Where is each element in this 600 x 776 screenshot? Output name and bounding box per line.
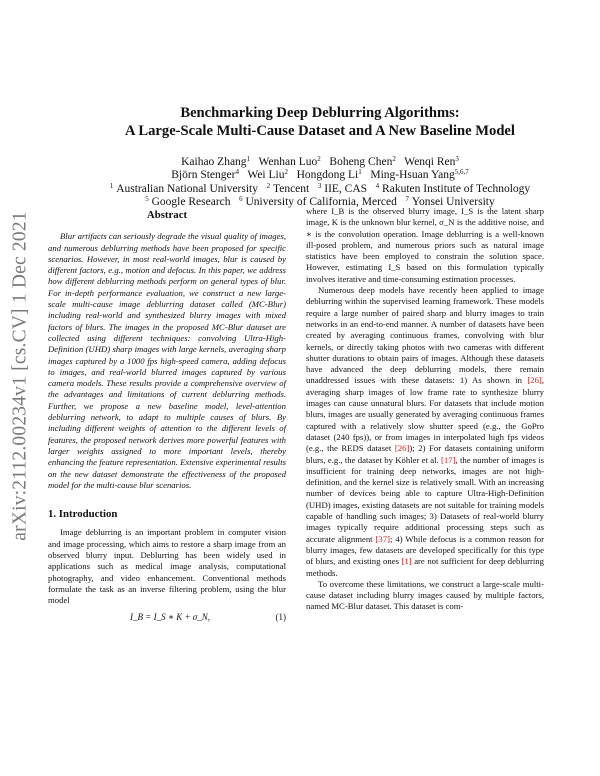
affiliation-sup: 7: [405, 195, 409, 204]
equation-formula: I_B = I_S ∗ K + σ_N,: [130, 611, 210, 622]
author-line-1: [60, 156, 580, 169]
citation-link[interactable]: [1]: [401, 556, 412, 567]
equation-number: (1): [275, 611, 286, 622]
author-sup: 4: [235, 168, 239, 177]
affiliation: Australian National University: [116, 182, 258, 195]
citation-link[interactable]: [17]: [441, 454, 456, 465]
author-sup: 2: [392, 155, 396, 163]
affiliation-sup: 5: [145, 195, 149, 204]
title-line-1: Benchmarking Deep Deblurring Algorithms:: [180, 105, 460, 121]
author-name: Kaihao Zhang: [181, 156, 247, 168]
left-column: [48, 206, 286, 628]
affiliation: Yonsei University: [411, 196, 495, 209]
affiliation-sup: 1: [109, 181, 114, 190]
right-paragraph-2: [306, 285, 544, 579]
affiliation-sup: 4: [375, 181, 380, 190]
author-sup: 3: [455, 155, 459, 163]
author-name: Björn Stenger: [171, 169, 236, 182]
affiliation-sup: 2: [266, 181, 271, 190]
abstract-body: Blur artifacts can seriously degrade the visual quality of images, and numerous deblurring methods have been proposed for specific scenarios. However, in most real-world images, blur is caused by different factors, e.g., motion and defocus. In this paper, we address how different deblurring methods perform on general types of blur. For in-depth performance evaluation, we construct a new large-scale multi-cause image deblurring dataset called (MC-Blur) including real-world and synthesized blurry images with mixed factors of blurs. The images in the proposed MC-Blur dataset are collected using different techniques: convolving Ultra-High-Definition (UHD) sharp images with large kernels, averaging sharp images captured by a 1000 fps high-speed camera, adding defocus to images, and real-world blurred images captured by various camera models. These results provide a comprehensive overview of the advantages and limitations of current deblurring methods. Further, we propose a new baseline model, level-attention deblurring network, to adapt to multiple causes of blurs. By including different weights of attention to the different levels of features, the proposed network derives more powerful features with larger weights assigned to more important levels, thereby enhancing the feature representation. Extensive experimental results on the new dataset demonstrate the effectiveness of the proposed model for the multi-cause blur scenarios.: [48, 231, 286, 490]
intro-heading: 1. Introduction: [48, 508, 118, 521]
right-paragraph-1: where I_B is the observed blurry image, I_S is the latent sharp image, K is the unknown blur kernel, σ_N is the additive noise, and ∗ is the convolution operation. Image deblurring is a well-known ill-posed problem, and numerous priors such as natural image statistics have been employed to constrain the solution space. However, estimating I_S based on this formulation typically involves iterative and time-consuming estimation processes.: [306, 206, 544, 284]
author-name: Ming-Hsuan Yang: [370, 169, 455, 182]
affiliation: Google Research: [151, 196, 231, 209]
author-name: Wenqi Ren: [404, 156, 456, 168]
arxiv-stamp-text: arXiv:2112.00234v1 [cs.CV] 1 Dec 2021: [10, 211, 31, 541]
equation-1: [48, 612, 286, 623]
text-run: , averaging sharp images of low frame rate to synthesize blurry images can cause unnatural blurs. For datasets that include motion blurs, images are usually generated by averaging continuous frames captured with a relatively slow shutter speed (e.g., the GoPro dataset (240 fps)), or from images in interpolated high fps videos (e.g., the REDS dataset: [306, 375, 544, 454]
right-paragraph-3: To overcome these limitations, we construct a large-scale multi-cause dataset including blurry images caused by multiple factors, named MC-Blur dataset. This dataset is com-: [306, 578, 544, 612]
text-run: ); 2) For datasets containing uniform blurs, e.g., the dataset by Köhler et al.: [306, 443, 544, 465]
author-name: Boheng Chen: [329, 156, 393, 168]
affiliation: University of California, Merced: [245, 196, 397, 209]
author-sup: 2: [317, 155, 321, 163]
author-line-2: [60, 169, 580, 182]
intro-paragraph-1: Image deblurring is an important problem in computer vision and image processing, which aims to restore a sharp image from an observed blurry input. Deblurring has been widely used in applications such as medical image analysis, computational photography, and video enhancement. Conventional methods formulate the task as an inverse filtering problem, using the blur model: [48, 527, 286, 606]
affiliation: Tencent: [273, 182, 310, 195]
text-run: are not sufficient for deep deblurring methods.: [306, 556, 544, 578]
text-run: , the number of images is insufficient for training deep networks, images are not high-definition, and the kernel size is relatively small. With an increasing number of devices being able to capture Ultra-High-Definition (UHD) images, existing datasets are not suitable for training models capable of handling such images; 3) Datasets of real-world blurry images typically require additional processing steps such as accurate alignment: [306, 454, 544, 544]
author-sup: 1: [246, 155, 251, 163]
author-sup: 2: [284, 168, 288, 177]
author-name: Wenhan Luo: [258, 156, 318, 168]
text-run: Numerous deep models have recently been applied to image deblurring within the supervised learning framework. These models require a large number of paired sharp and blurry images to train networks in an end-to-end manner. A number of datasets have been created by averaging continuous frames, convolving with blur kernels, or directly taking photos with two cameras with different shutter durations to obtain pairs of images. Although these datasets have advanced the deep deblurring models, there remain unaddressed issues with these datasets: 1) As shown in: [306, 285, 544, 386]
citation-link[interactable]: [26]: [394, 443, 410, 454]
author-sup: 5,6,7: [454, 168, 469, 177]
title-line-2: A Large-Scale Multi-Cause Dataset and A New Baseline Model: [125, 123, 515, 139]
affiliation-line-1: [60, 183, 580, 196]
affiliation-sup: 3: [317, 181, 322, 190]
paper-title: [80, 104, 560, 140]
right-column: [306, 206, 544, 613]
affiliation-sup: 6: [239, 195, 243, 204]
author-name: Wei Liu: [247, 169, 285, 182]
arxiv-stamp: [6, 186, 36, 566]
affiliation: IIE, CAS: [324, 182, 368, 195]
citation-link[interactable]: [37]: [375, 533, 391, 544]
author-name: Hongdong Li: [296, 169, 359, 182]
citation-link[interactable]: [26]: [527, 375, 542, 386]
affiliation: Rakuten Institute of Technology: [382, 182, 531, 195]
author-sup: 1: [358, 168, 362, 177]
abstract-heading: Abstract: [146, 209, 188, 221]
text-run: ; 4) While defocus is a common reason for blurry images, few datasets are developed specifically for this type of blurs, and existing ones: [306, 533, 545, 567]
author-block: [60, 156, 580, 210]
